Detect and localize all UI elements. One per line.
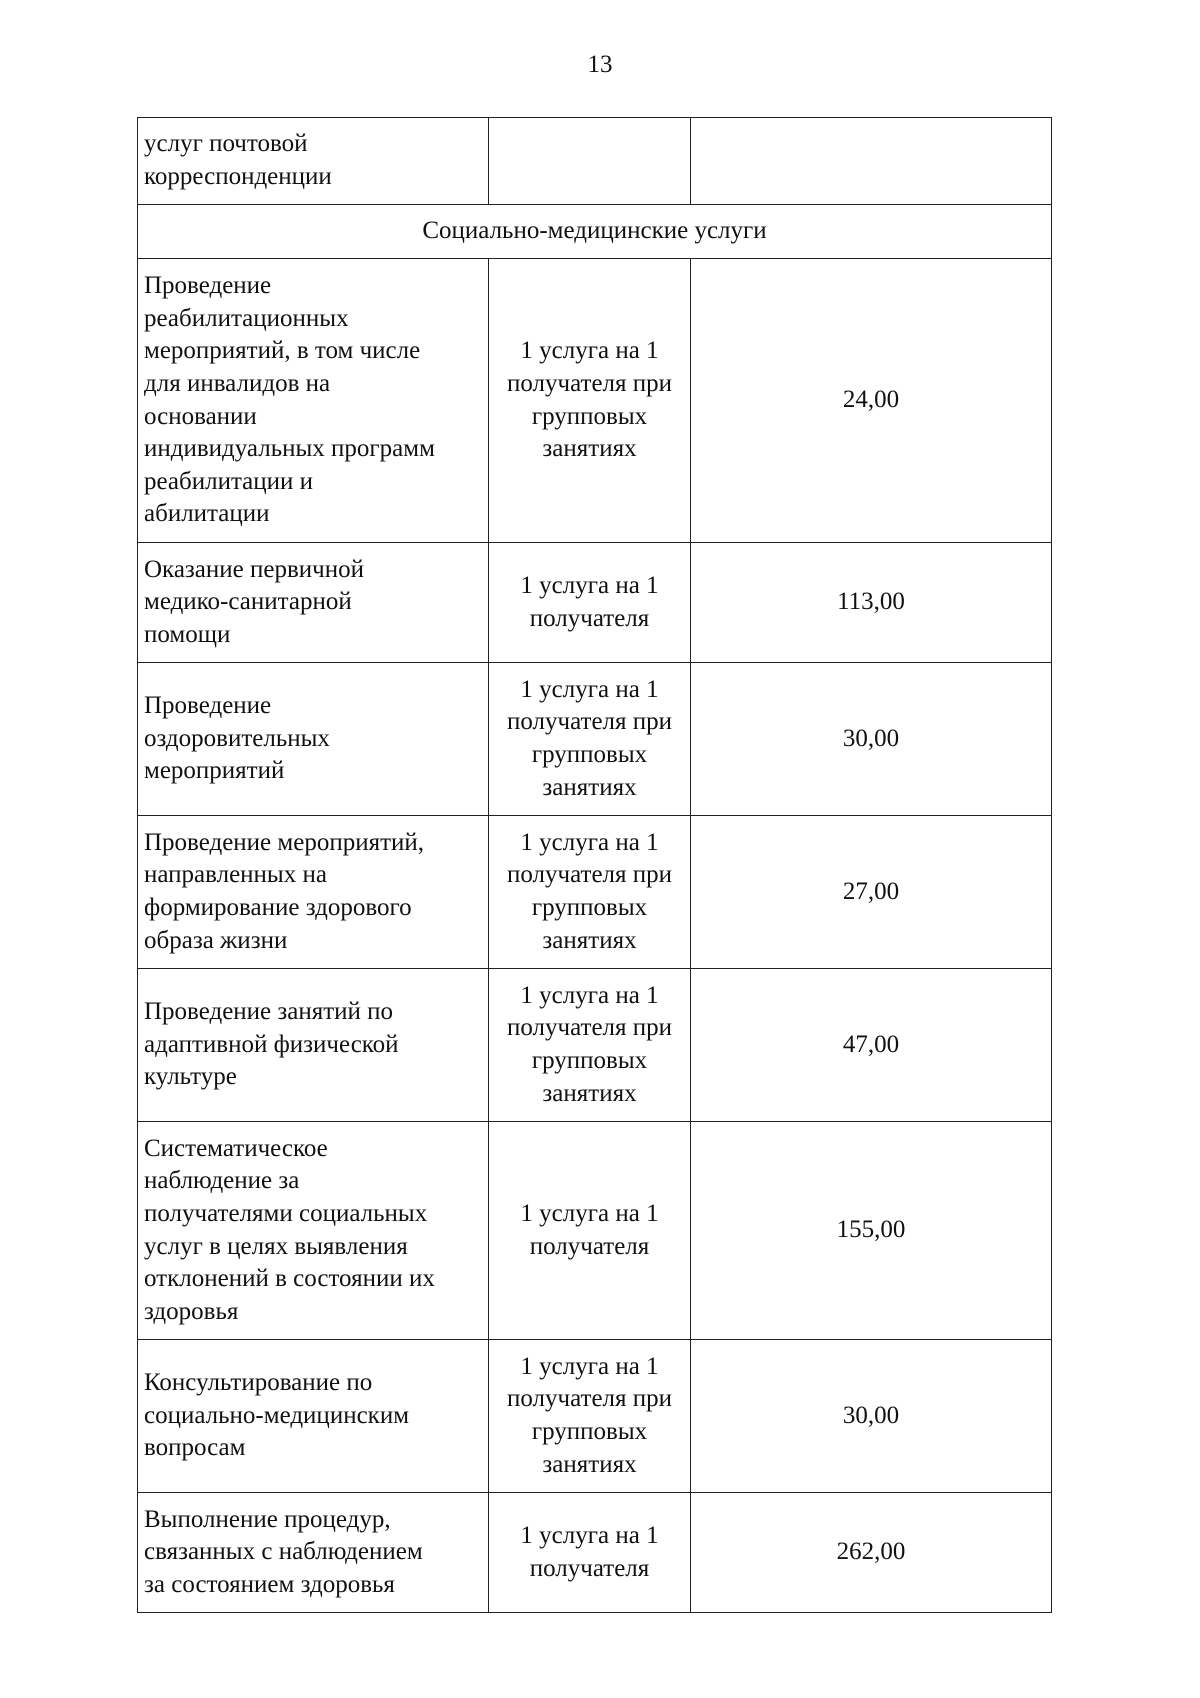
service-name: Выполнение процедур, связанных с наблюдением за состоянием здоровья xyxy=(144,1505,423,1598)
norm-cell xyxy=(489,1493,691,1613)
service-norm: 1 услуга на 1 получателя при групповых занятиях xyxy=(506,981,673,1107)
norm-cell xyxy=(489,543,691,663)
service-name: Консультирование по социально-медицинским вопросам xyxy=(144,1369,410,1462)
norm-cell xyxy=(489,969,691,1122)
service-norm: 1 услуга на 1 получателя xyxy=(520,1521,659,1582)
service-price: 27,00 xyxy=(842,877,900,905)
norm-cell xyxy=(489,1340,691,1493)
service-name: Проведение занятий по адаптивной физической культуре xyxy=(144,998,399,1091)
service-name-cell xyxy=(138,1122,489,1340)
service-norm: 1 услуга на 1 получателя при групповых занятиях xyxy=(506,828,673,954)
service-price: 30,00 xyxy=(842,724,900,752)
price-cell xyxy=(691,259,1052,543)
service-name: Проведение реабилитационных мероприятий, в том числе для инвалидов на основании индивидуальных программ реабилитации и абилитации xyxy=(144,272,435,528)
table-row xyxy=(138,543,1052,663)
table-row xyxy=(138,663,1052,816)
service-norm: 1 услуга на 1 получателя при групповых занятиях xyxy=(506,675,673,801)
service-price: 30,00 xyxy=(842,1401,900,1429)
service-name-cell xyxy=(138,118,489,205)
service-norm: 1 услуга на 1 получателя xyxy=(520,1199,659,1260)
service-name: Систематическое наблюдение за получателями социальных услуг в целях выявления отклонений в состоянии их здоровья xyxy=(144,1134,435,1325)
price-cell xyxy=(691,663,1052,816)
service-price: 113,00 xyxy=(837,588,905,616)
service-price: 155,00 xyxy=(836,1216,906,1244)
price-cell xyxy=(691,1340,1052,1493)
service-name-cell xyxy=(138,1340,489,1493)
service-name-cell xyxy=(138,1493,489,1613)
section-title-cell xyxy=(138,205,1052,259)
service-norm: 1 услуга на 1 получателя при групповых занятиях xyxy=(506,337,673,463)
service-name: услуг почтовой корреспонденции xyxy=(144,130,332,190)
service-name: Оказание первичной медико-санитарной помощи xyxy=(144,555,364,648)
table-row xyxy=(138,1493,1052,1613)
price-cell xyxy=(691,1493,1052,1613)
table-row xyxy=(138,1122,1052,1340)
table-row xyxy=(138,969,1052,1122)
price-cell xyxy=(691,118,1052,205)
section-title: Социально-медицинские услуги xyxy=(422,217,767,245)
page-number: 13 xyxy=(587,51,613,78)
norm-cell xyxy=(489,816,691,969)
section-row xyxy=(138,205,1052,259)
service-norm: 1 услуга на 1 получателя при групповых занятиях xyxy=(506,1352,673,1478)
price-cell xyxy=(691,969,1052,1122)
price-cell xyxy=(691,1122,1052,1340)
table-row xyxy=(138,1340,1052,1493)
table-row xyxy=(138,259,1052,543)
service-name: Проведение мероприятий, направленных на формирование здорового образа жизни xyxy=(144,828,425,954)
service-name-cell xyxy=(138,543,489,663)
service-price: 262,00 xyxy=(836,1538,906,1566)
service-name: Проведение оздоровительных мероприятий xyxy=(144,692,330,785)
service-norm: 1 услуга на 1 получателя xyxy=(520,571,659,632)
table-row xyxy=(138,118,1052,205)
service-name-cell xyxy=(138,259,489,543)
services-table xyxy=(137,117,1052,1613)
service-price: 47,00 xyxy=(842,1030,900,1058)
service-price: 24,00 xyxy=(842,386,900,414)
price-cell xyxy=(691,543,1052,663)
service-name-cell xyxy=(138,663,489,816)
norm-cell xyxy=(489,1122,691,1340)
norm-cell xyxy=(489,259,691,543)
norm-cell xyxy=(489,118,691,205)
table-row xyxy=(138,816,1052,969)
service-name-cell xyxy=(138,816,489,969)
norm-cell xyxy=(489,663,691,816)
service-name-cell xyxy=(138,969,489,1122)
price-cell xyxy=(691,816,1052,969)
